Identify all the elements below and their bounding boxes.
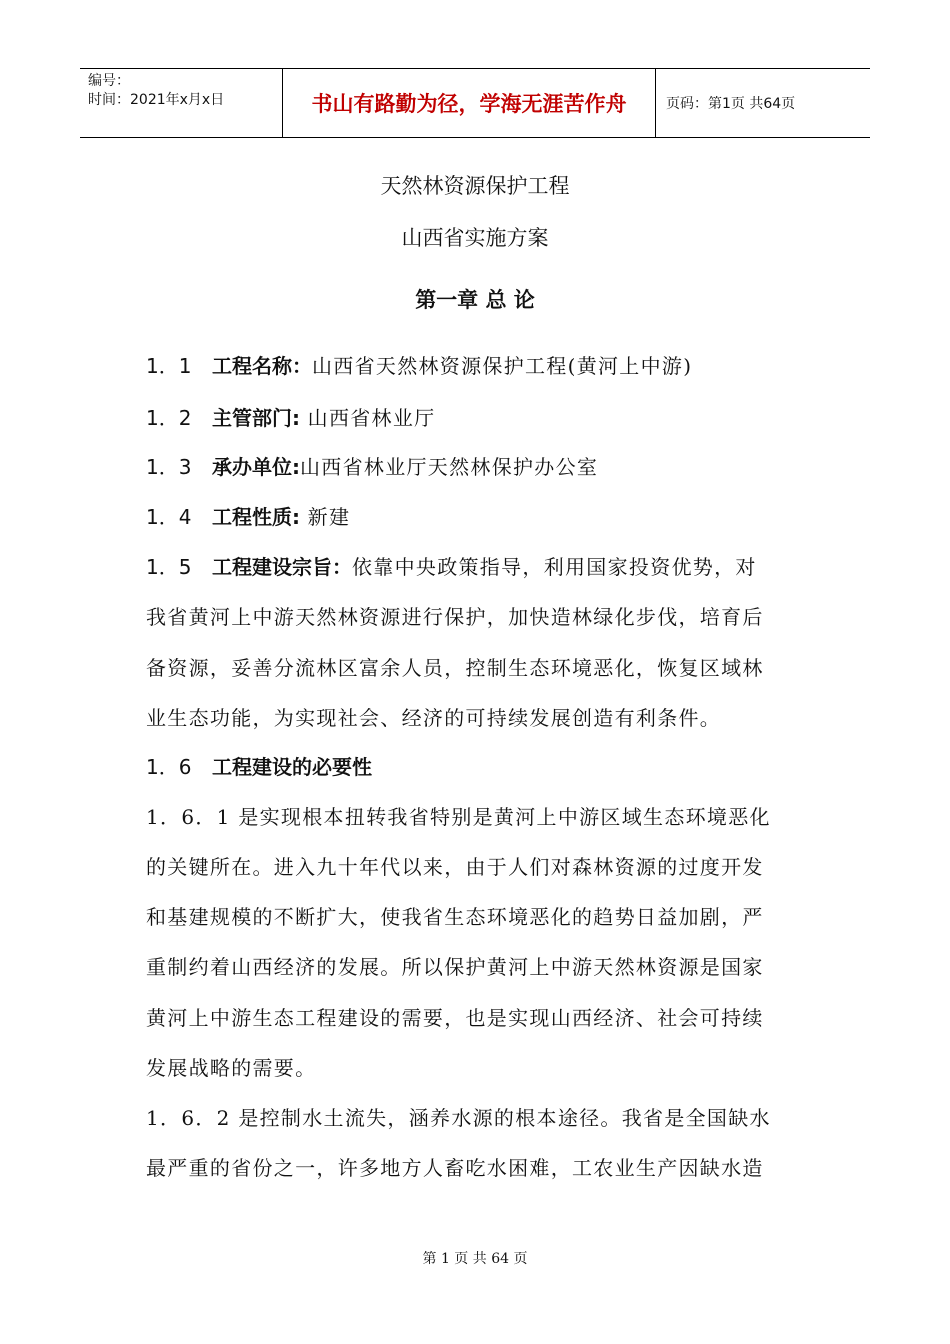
para-line: 最严重的省份之一，许多地方人畜吃水困难，工农业生产因缺水造 (146, 1156, 764, 1180)
number-label: 编号： (88, 73, 130, 89)
para-line: 的关键所在。进入九十年代以来，由于人们对森林资源的过度开发 (146, 855, 764, 879)
item-label: 承办单位: (212, 455, 300, 479)
title-line-2: 山西省实施方案 (401, 226, 549, 250)
item-number: 1．5 (146, 555, 192, 579)
item-1-4 (146, 501, 826, 530)
item-1-2 (146, 402, 826, 431)
item-label: 工程名称： (212, 354, 312, 378)
item-1-1 (146, 350, 826, 379)
item-text: 新建 (300, 505, 351, 529)
item-1-3 (146, 451, 826, 480)
item-label: 工程性质: (212, 505, 300, 529)
item-text: 山西省天然林资源保护工程(黄河上中游) (312, 354, 693, 378)
para-line: 黄河上中游生态工程建设的需要，也是实现山西经济、社会可持续 (146, 1006, 764, 1030)
item-number: 1．1 (146, 354, 192, 378)
para-line: 重制约着山西经济的发展。所以保护黄河上中游天然林资源是国家 (146, 955, 764, 979)
title-line-1: 天然林资源保护工程 (380, 174, 570, 198)
item-label: 工程建设宗旨： (212, 555, 352, 579)
item-number: 1．4 (146, 505, 192, 529)
date-line: 时间：2021年x月x日 (88, 92, 225, 108)
chapter-heading: 第一章 总 论 (415, 288, 535, 312)
item-text: 依靠中央政策指导，利用国家投资优势，对 (352, 555, 757, 579)
para-line: 1．6．2 是控制水土流失，涵养水源的根本途径。我省是全国缺水 (146, 1106, 771, 1130)
item-number: 1．2 (146, 406, 192, 430)
item-1-5 (146, 551, 826, 580)
para-line: 我省黄河上中游天然林资源进行保护，加快造林绿化步伐，培育后 (146, 605, 764, 629)
header-meta (80, 69, 282, 137)
item-number: 1．3 (146, 455, 192, 479)
item-number: 1．6 (146, 755, 192, 779)
item-label: 主管部门: (212, 406, 300, 430)
item-text: 山西省林业厅天然林保护办公室 (300, 455, 599, 479)
item-1-6 (146, 751, 826, 780)
item-label: 工程建设的必要性 (212, 755, 372, 779)
para-line: 1．6．1 是实现根本扭转我省特别是黄河上中游区域生态环境恶化 (146, 805, 771, 829)
document-header (80, 68, 870, 138)
para-line: 备资源，妥善分流林区富余人员，控制生态环境恶化，恢复区域林 (146, 656, 764, 680)
para-line: 发展战略的需要。 (146, 1056, 317, 1080)
page-footer: 第 1 页 共 64 页 (422, 1251, 528, 1267)
para-line: 业生态功能，为实现社会、经济的可持续发展创造有利条件。 (146, 706, 722, 730)
header-page-info: 页码：第1页 共64页 (666, 96, 796, 112)
para-line: 和基建规模的不断扩大，使我省生态环境恶化的趋势日益加剧，严 (146, 905, 764, 929)
header-motto: 书山有路勤为径，学海无涯苦作舟 (282, 69, 656, 137)
item-text: 山西省林业厅 (300, 406, 436, 430)
